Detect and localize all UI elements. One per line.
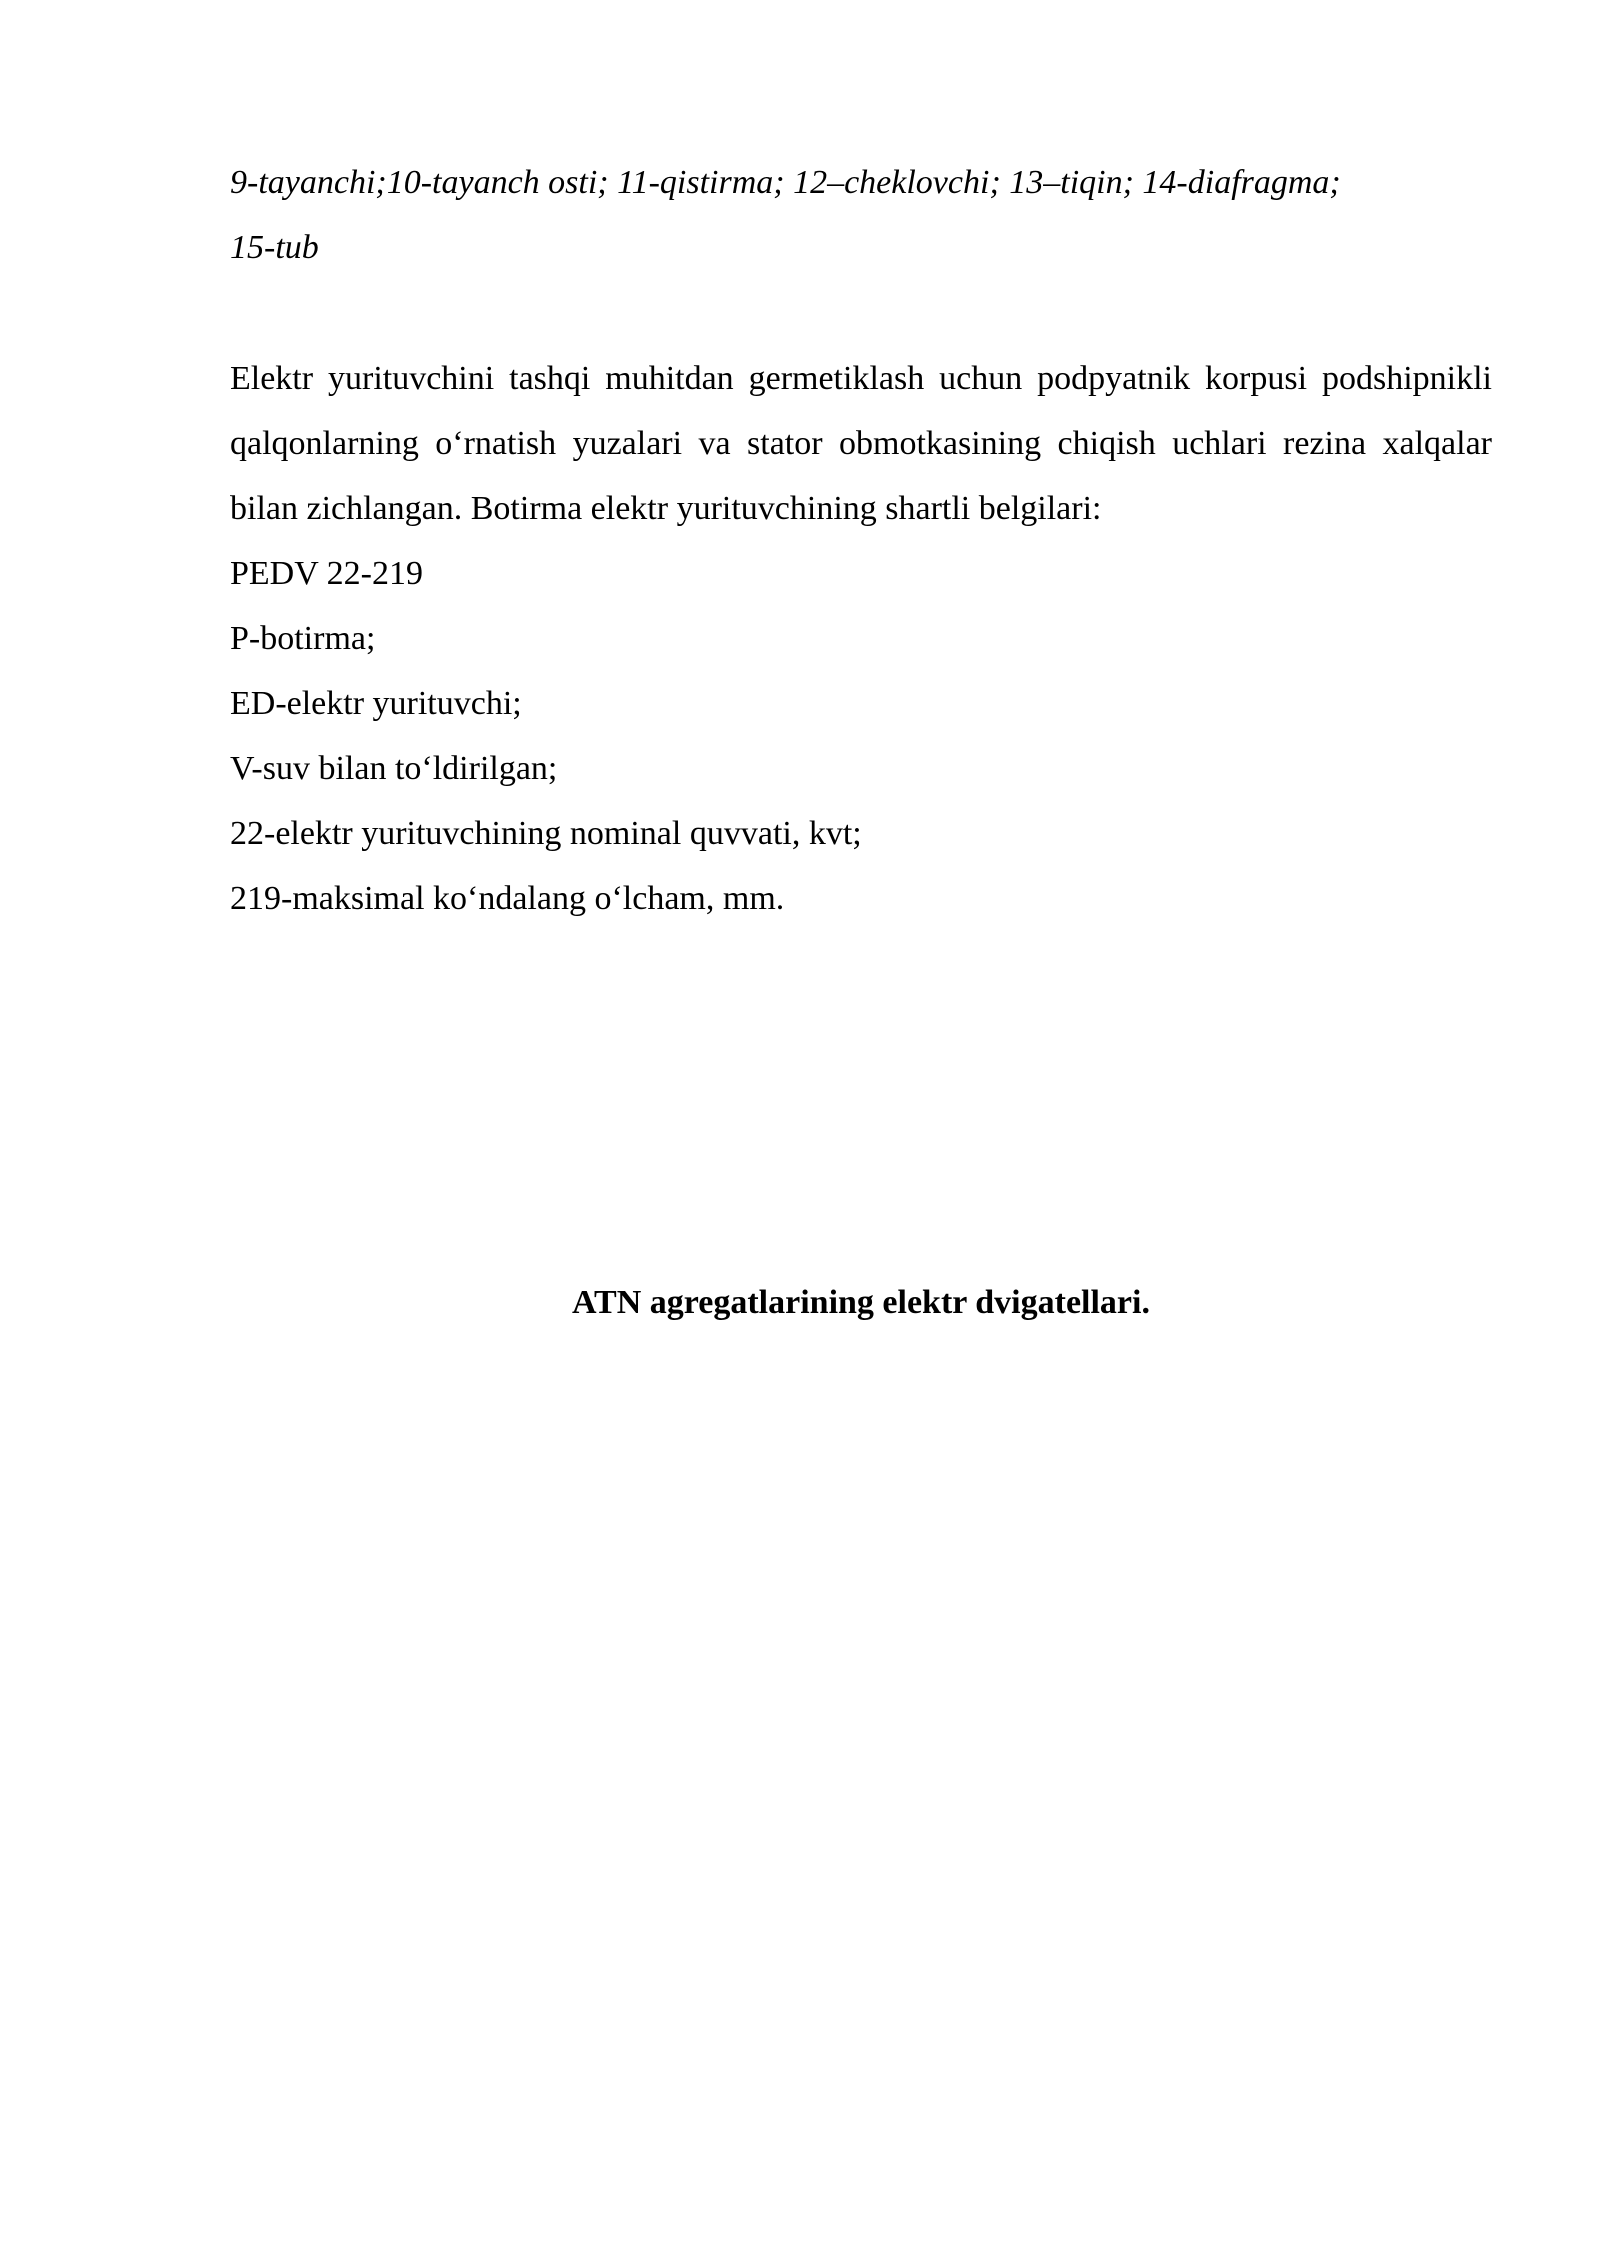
caption-line-1: 9-tayanchi;10-tayanch osti; 11-qistirma; 12–cheklovchi; 13–tiqin; 14-diafragma; (230, 164, 1341, 201)
document-page (230, 150, 1492, 1321)
designation-item: P-botirma; (230, 620, 376, 657)
figure-caption (230, 150, 1492, 280)
caption-line-2: 15-tub (230, 229, 319, 266)
designation-code: PEDV 22-219 (230, 555, 423, 592)
blank-line (230, 280, 1492, 346)
designation-item: 22-elektr yurituvchining nominal quvvati, kvt; (230, 815, 862, 852)
designation-item: ED-elektr yurituvchi; (230, 685, 522, 722)
body-paragraph: Elektr yurituvchini tashqi muhitdan germetiklash uchun podpyatnik korpusi podshipnikli qalqonlarning o‘rnatish yuzalari va stator obmotkasining chiqish uchlari rezina xalqalar bilan zichlangan. Botirma elektr yurituvchining shartli belgilari: (230, 360, 1492, 527)
designation-item: 219-maksimal ko‘ndalang o‘lcham, mm. (230, 880, 785, 917)
section-heading: ATN agregatlarining elektr dvigatellari. (572, 1284, 1150, 1321)
designation-item: V-suv bilan to‘ldirilgan; (230, 750, 558, 787)
